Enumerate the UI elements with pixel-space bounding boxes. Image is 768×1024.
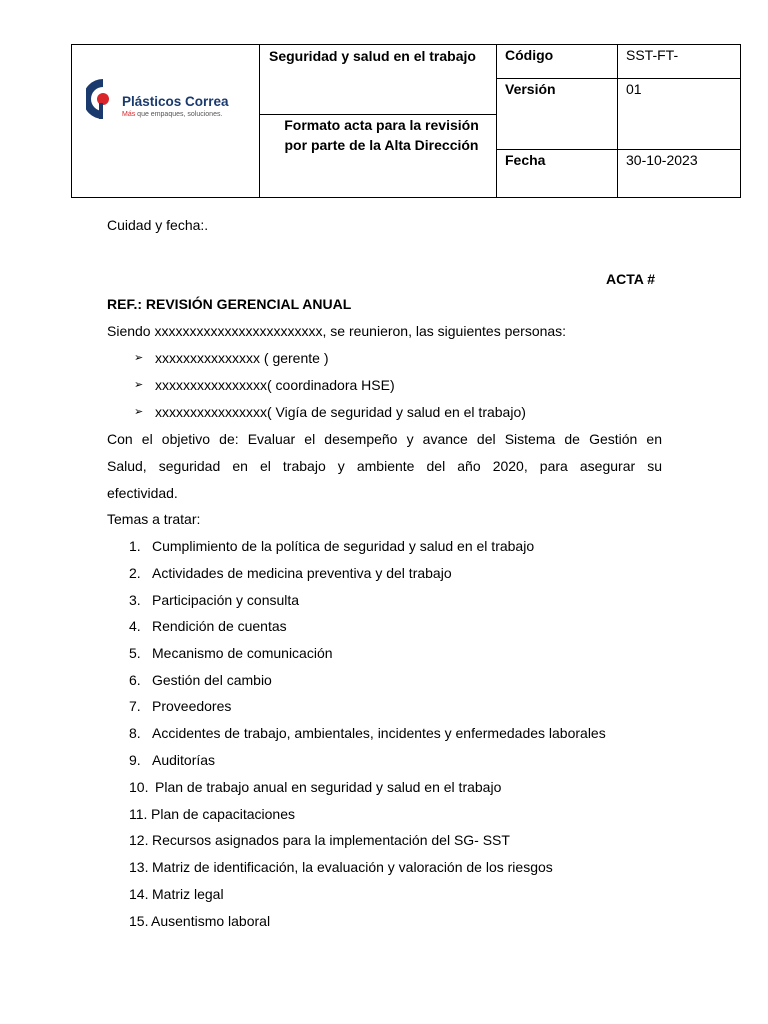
tema-number: 12.: [129, 832, 149, 848]
codigo-label: Código: [505, 47, 554, 63]
version-value-cell: [617, 78, 741, 150]
version-label: Versión: [505, 81, 556, 97]
fecha-value: 30-10-2023: [626, 152, 698, 168]
tema-text: Auditorías: [152, 752, 216, 768]
tema-number: 14.: [129, 886, 149, 902]
logo-tagline: Más que empaques, soluciones.: [122, 111, 223, 118]
tema-number: 5.: [129, 645, 141, 661]
codigo-value: SST-FT-: [626, 47, 679, 63]
objetivo-line: Con el objetivo de: Evaluar el desempeño y avance del Sistema de Gestión en: [107, 431, 662, 447]
objetivo-line: Salud, seguridad en el trabajo y ambiente del año 2020, para asegurar su: [107, 458, 662, 474]
tema-text: Rendición de cuentas: [152, 618, 287, 634]
tema-number: 9.: [129, 752, 141, 768]
ref-heading: REF.: REVISIÓN GERENCIAL ANUAL: [107, 296, 352, 312]
persona-item: xxxxxxxxxxxxxxxx( Vigía de seguridad y salud en el trabajo): [155, 404, 526, 420]
tema-number: 6.: [129, 672, 141, 688]
acta-number: ACTA #: [606, 271, 655, 287]
tema-text: Ausentismo laboral: [151, 913, 271, 929]
title-bottom-cell: [259, 114, 497, 198]
tema-number: 10.: [129, 779, 149, 795]
tema-number: 8.: [129, 725, 141, 741]
tema-number: 1.: [129, 538, 141, 554]
persona-item: xxxxxxxxxxxxxxx ( gerente ): [155, 350, 329, 366]
version-label-cell: [496, 78, 618, 150]
tema-text: Matriz de identificación, la evaluación y valoración de los riesgos: [152, 859, 553, 875]
tema-text: Proveedores: [152, 698, 232, 714]
codigo-value-cell: [617, 44, 741, 79]
tema-text: Gestión del cambio: [152, 672, 272, 688]
tema-text: Accidentes de trabajo, ambientales, incidentes y enfermedades laborales: [152, 725, 606, 741]
tema-number: 13.: [129, 859, 149, 875]
plasticos-correa-logo-icon: [86, 77, 120, 121]
tema-text: Plan de trabajo anual en seguridad y salud en el trabajo: [155, 779, 502, 795]
title-top-cell: [259, 44, 497, 115]
tema-text: Actividades de medicina preventiva y del trabajo: [152, 565, 452, 581]
ciudad-fecha: Cuidad y fecha:.: [107, 217, 209, 233]
fecha-label-cell: [496, 149, 618, 198]
tema-text: Plan de capacitaciones: [151, 806, 295, 822]
tema-number: 2.: [129, 565, 141, 581]
tema-number: 7.: [129, 698, 141, 714]
tema-text: Recursos asignados para la implementación del SG- SST: [152, 832, 510, 848]
logo-cell: [71, 44, 260, 198]
document-header-table: [71, 44, 741, 198]
tema-number: 3.: [129, 592, 141, 608]
tema-number: 15.: [129, 913, 149, 929]
persona-item: xxxxxxxxxxxxxxxx( coordinadora HSE): [155, 377, 395, 393]
bullet-icon: ➢: [134, 352, 144, 364]
tema-number: 11.: [129, 806, 148, 822]
title-bottom: Formato acta para la revisión por parte de la Alta Dirección: [284, 117, 479, 153]
fecha-label: Fecha: [505, 152, 546, 168]
codigo-label-cell: [496, 44, 618, 79]
fecha-value-cell: [617, 149, 741, 198]
tema-number: 4.: [129, 618, 141, 634]
tema-text: Participación y consulta: [152, 592, 300, 608]
tema-text: Matriz legal: [152, 886, 224, 902]
logo-company-name: Plásticos Correa: [122, 94, 229, 109]
bullet-icon: ➢: [134, 379, 144, 391]
temas-label: Temas a tratar:: [107, 511, 201, 527]
version-value: 01: [626, 81, 642, 97]
title-top: Seguridad y salud en el trabajo: [269, 48, 476, 64]
siendo-paragraph: Siendo xxxxxxxxxxxxxxxxxxxxxxxx, se reunieron, las siguientes personas:: [107, 323, 567, 339]
bullet-icon: ➢: [134, 406, 144, 418]
tema-text: Cumplimiento de la política de seguridad y salud en el trabajo: [152, 538, 535, 554]
tema-text: Mecanismo de comunicación: [152, 645, 333, 661]
objetivo-line: efectividad.: [107, 485, 178, 501]
